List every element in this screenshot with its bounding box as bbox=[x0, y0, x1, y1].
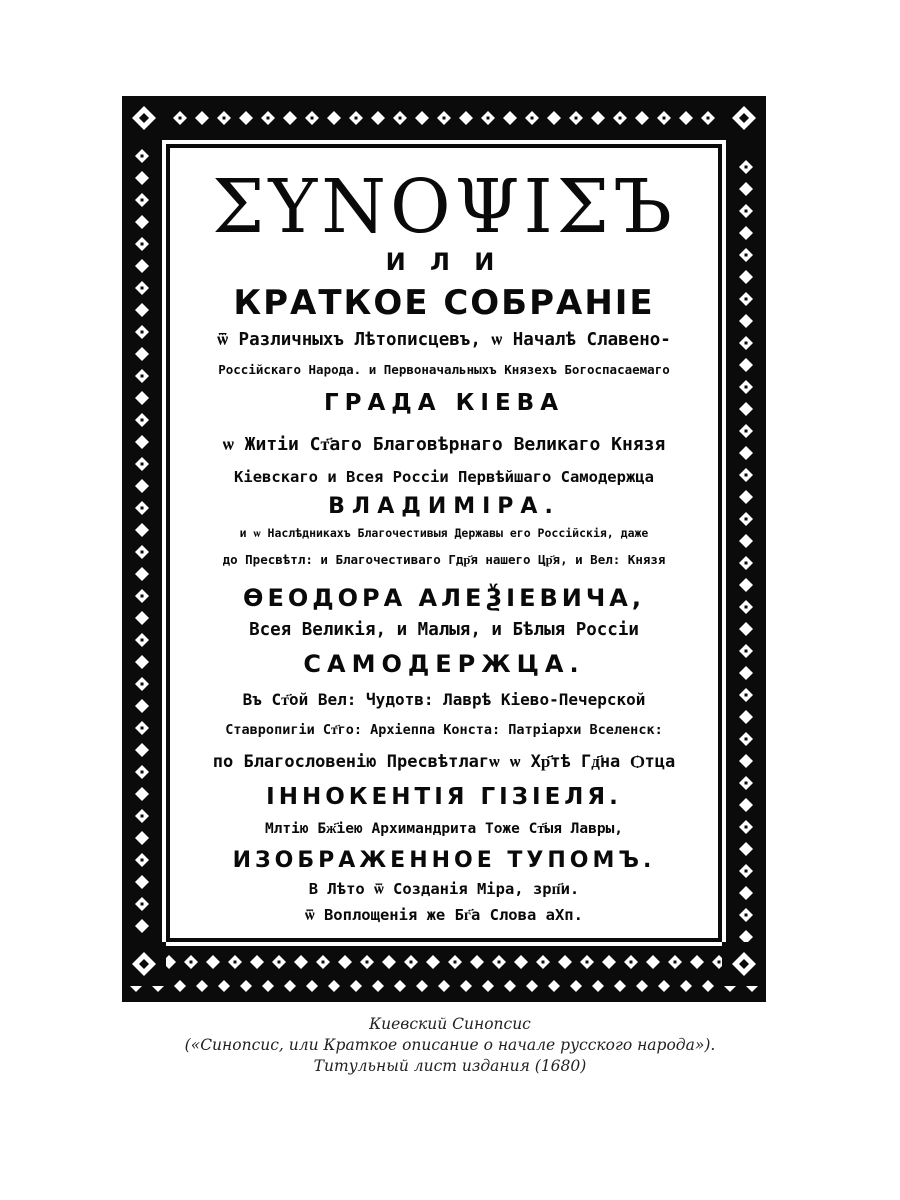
caption-title: Киевский Синопсис bbox=[369, 1015, 531, 1033]
title-line-naroda: Россійскаго Народа. и Первоначальныхъ Князехъ Богоспасаемаго bbox=[218, 362, 670, 377]
title-line-archimandrita: Млтію Бж҃іею Архимандрита Тоже Ст҃ыя Лавры, bbox=[264, 821, 624, 837]
figure-caption bbox=[0, 1014, 900, 1077]
title-page-engraving bbox=[118, 92, 770, 1006]
title-line-lavre: Въ Ст҃ой Вел: Чудотв: Лаврѣ Кіево-Печерской bbox=[242, 690, 646, 709]
caption-edition: Титульный лист издания (1680) bbox=[313, 1057, 587, 1075]
title-line-kratkoe: КРАТКОЕ СОБРАНІЕ bbox=[233, 283, 655, 323]
title-line-feodora: ѲЕОДОРА АЛЕѮІЕВИЧА, bbox=[243, 584, 645, 612]
title-line-leto-mira: В Лѣто ѿ Созданія Міра, зрп҃и. bbox=[308, 880, 580, 898]
title-line-presvetl: до Пресвѣтл: и Благочестиваго Гдр҃я нашего Цр҃я, и Вел: Князя bbox=[222, 552, 666, 567]
title-line-stavropigii: Ставропигіи Ст҃го: Архіеппа Конста: Патріархи Вселенск: bbox=[225, 722, 663, 738]
caption-subtitle: («Синопсис, или Краткое описание о начале русского народа»). bbox=[184, 1036, 716, 1054]
title-line-izobrazhennoe: ИЗОБРАЖЕННОЕ ТУПОМЪ. bbox=[232, 848, 656, 873]
title-line-vseya: Всея Великія, и Малыя, и Бѣлыя Россіи bbox=[249, 620, 639, 640]
synopsis-title: ΣΥΝΟΨΙΣЪ bbox=[212, 164, 676, 250]
title-line-letopiscev: ѿ Различныхъ Лѣтописцевъ, ѡ Началѣ Славено- bbox=[217, 330, 671, 350]
title-line-zhitii: ѡ Житіи Ст҃аго Благовѣрнаго Великаго Князя bbox=[222, 434, 666, 455]
title-line-innokentiya: ІННОКЕНТІЯ ГІЗІЕЛЯ. bbox=[266, 784, 622, 810]
title-line-kievskago: Кіевскаго и Всея Россіи Первѣйшаго Самодержца bbox=[234, 468, 654, 486]
title-line-ili: И Л И bbox=[385, 248, 503, 276]
title-line-blagosloveniyu: по Благословенію Пресвѣтлагѡ ѡ Хр҃тѣ Гд҃на Ѻтца bbox=[212, 752, 676, 772]
title-line-vladimira: ВЛАДИМІРА. bbox=[328, 494, 560, 519]
title-line-voploshcheniya: ѿ Воплощенія же Бг҃а Слова аХп. bbox=[305, 906, 583, 924]
title-line-samoderzhca: САМОДЕРЖЦА. bbox=[303, 650, 585, 678]
title-line-grada-kieva: ГРАДА КІЕВА bbox=[323, 390, 564, 416]
title-line-naslednikah: и ѡ Наслѣдникахъ Благочестивыя Державы его Россійскія, даже bbox=[239, 526, 649, 540]
